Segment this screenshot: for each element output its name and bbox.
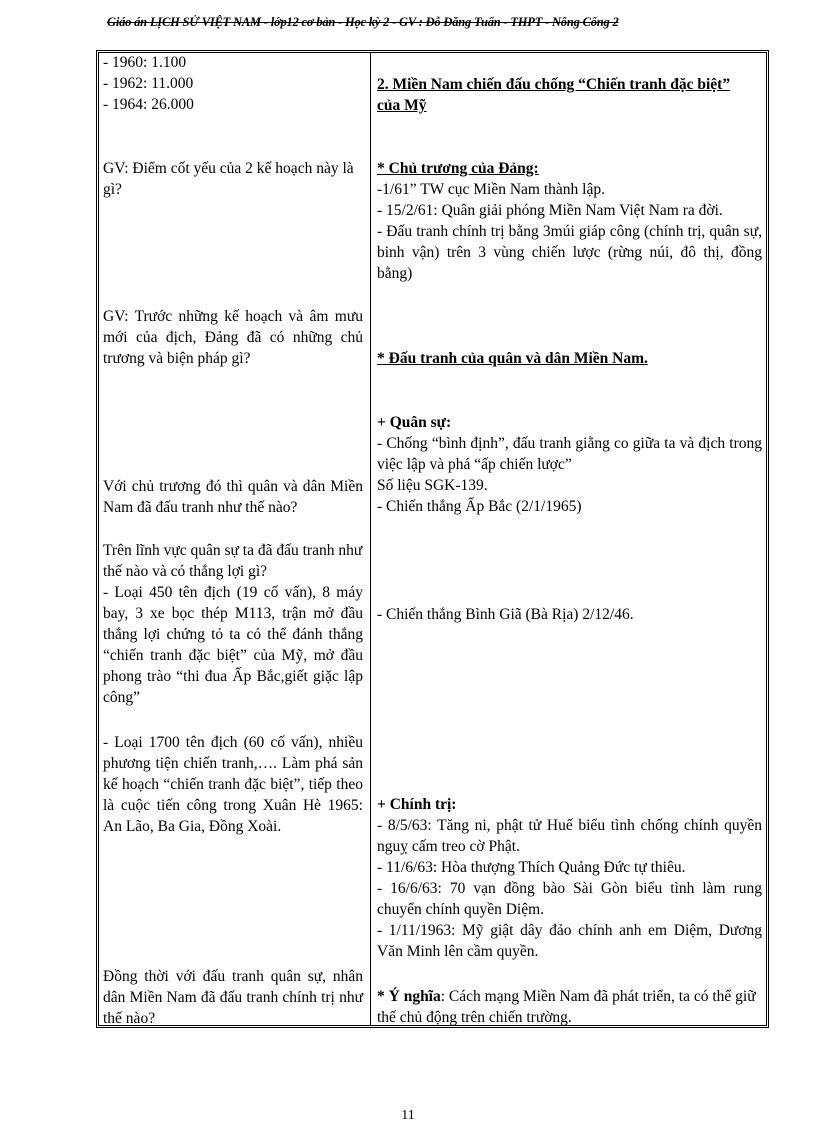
question-1: GV: Điểm cốt yếu của 2 kế hoạch này là gì? — [103, 160, 354, 198]
list-item: - 8/5/63: Tăng ni, phật tử Huế biểu tình chống chính quyền nguỵ cấm treo cờ Phật. — [377, 817, 762, 855]
political-heading: + Chính trị: — [377, 796, 457, 813]
stats-list — [103, 52, 363, 115]
meaning-paragraph — [377, 986, 762, 1028]
policy-heading: * Chủ trương của Đảng: — [377, 160, 539, 177]
struggle-heading: * Đấu tranh của quân và dân Miền Nam. — [377, 350, 648, 367]
paragraph-binhgia: - Loại 1700 tên địch (60 cố vấn), nhiều phương tiện chiến tranh,…. Làm phá sản kế hoạch “chiến tranh đặc biệt”, tiếp theo là cuộc tiến công trong Xuân Hè 1965: An Lão, Ba Gia, Đồng Xoài. — [103, 734, 363, 835]
meaning-text: : Cách mạng Miền Nam đã phát triển, ta có thể giữ thế chủ động trên chiến trường. — [377, 988, 756, 1026]
military-heading: + Quân sự: — [377, 414, 452, 431]
list-item: - Đấu tranh chính trị bằng 3múi giáp công (chính trị, quân sự, binh vận) trên 3 vùng chiến lược (rừng núi, đô thị, đồng bằng) — [377, 223, 762, 282]
header-text: Giáo án LỊCH SỬ VIỆT NAM - lớp12 cơ bản - Học kỳ 2 - GV : Đỗ Đăng Tuấn - THPT - Nông Cống 2 — [107, 15, 619, 29]
binhgia-victory: - Chiến thắng Bình Giã (Bà Rịa) 2/12/46. — [377, 606, 634, 623]
paragraph-apbac: - Loại 450 tên địch (19 cố vấn), 8 máy bay, 3 xe bọc thép M113, trận mở đầu thắng lợi chứng tỏ ta có thể đánh thắng “chiến tranh đặc biệt” của Mỹ, mở đầu phong trào “thi đua Ấp Bắc,giết giặc lập công” — [103, 584, 363, 706]
question-3: Với chủ trương đó thì quân và dân Miền Nam đã đấu tranh như thế nào? — [103, 478, 363, 516]
list-item: - Chiến thắng Ấp Bắc (2/1/1965) — [377, 498, 582, 515]
political-list — [377, 815, 762, 962]
page-header — [107, 15, 739, 30]
section-title: 2. Miền Nam chiến đấu chống “Chiến tranh đặc biệt” của Mỹ — [377, 76, 731, 114]
military-list — [377, 433, 762, 517]
list-item: -1/61” TW cục Miền Nam thành lập. — [377, 181, 605, 198]
stat-line: - 1964: 26.000 — [103, 96, 194, 113]
column-divider — [370, 52, 371, 1026]
page-number: 11 — [401, 1108, 415, 1123]
list-item: - Chống “bình định”, đấu tranh giằng co giữa ta và địch trong việc lập và phá “ấp chiến lược” — [377, 435, 762, 473]
stat-line: - 1960: 1.100 — [103, 54, 187, 71]
question-2: GV: Trước những kế hoạch và âm mưu mới của địch, Đảng đã có những chủ trương và biện pháp gì? — [103, 308, 363, 367]
list-item: - 16/6/63: 70 vạn đồng bào Sài Gòn biểu tình làm rung chuyển chính quyền Diệm. — [377, 880, 762, 918]
list-item: - 11/6/63: Hòa thượng Thích Quảng Đức tự thiêu. — [377, 859, 686, 876]
list-item: Số liệu SGK-139. — [377, 477, 488, 494]
list-item: - 15/2/61: Quân giải phóng Miền Nam Việt Nam ra đời. — [377, 202, 723, 219]
question-5: Đồng thời với đấu tranh quân sự, nhân dân Miền Nam đã đấu tranh chính trị như thế nào? — [103, 968, 363, 1027]
stat-line: - 1962: 11.000 — [103, 75, 194, 92]
list-item: - 1/11/1963: Mỹ giật dây đảo chính anh em Diệm, Dương Văn Minh lên cầm quyền. — [377, 922, 762, 960]
question-4: Trên lĩnh vực quân sự ta đã đấu tranh như thế nào và có thắng lợi gì? — [103, 542, 363, 580]
meaning-label: * Ý nghĩa — [377, 988, 441, 1005]
policy-list — [377, 179, 762, 284]
